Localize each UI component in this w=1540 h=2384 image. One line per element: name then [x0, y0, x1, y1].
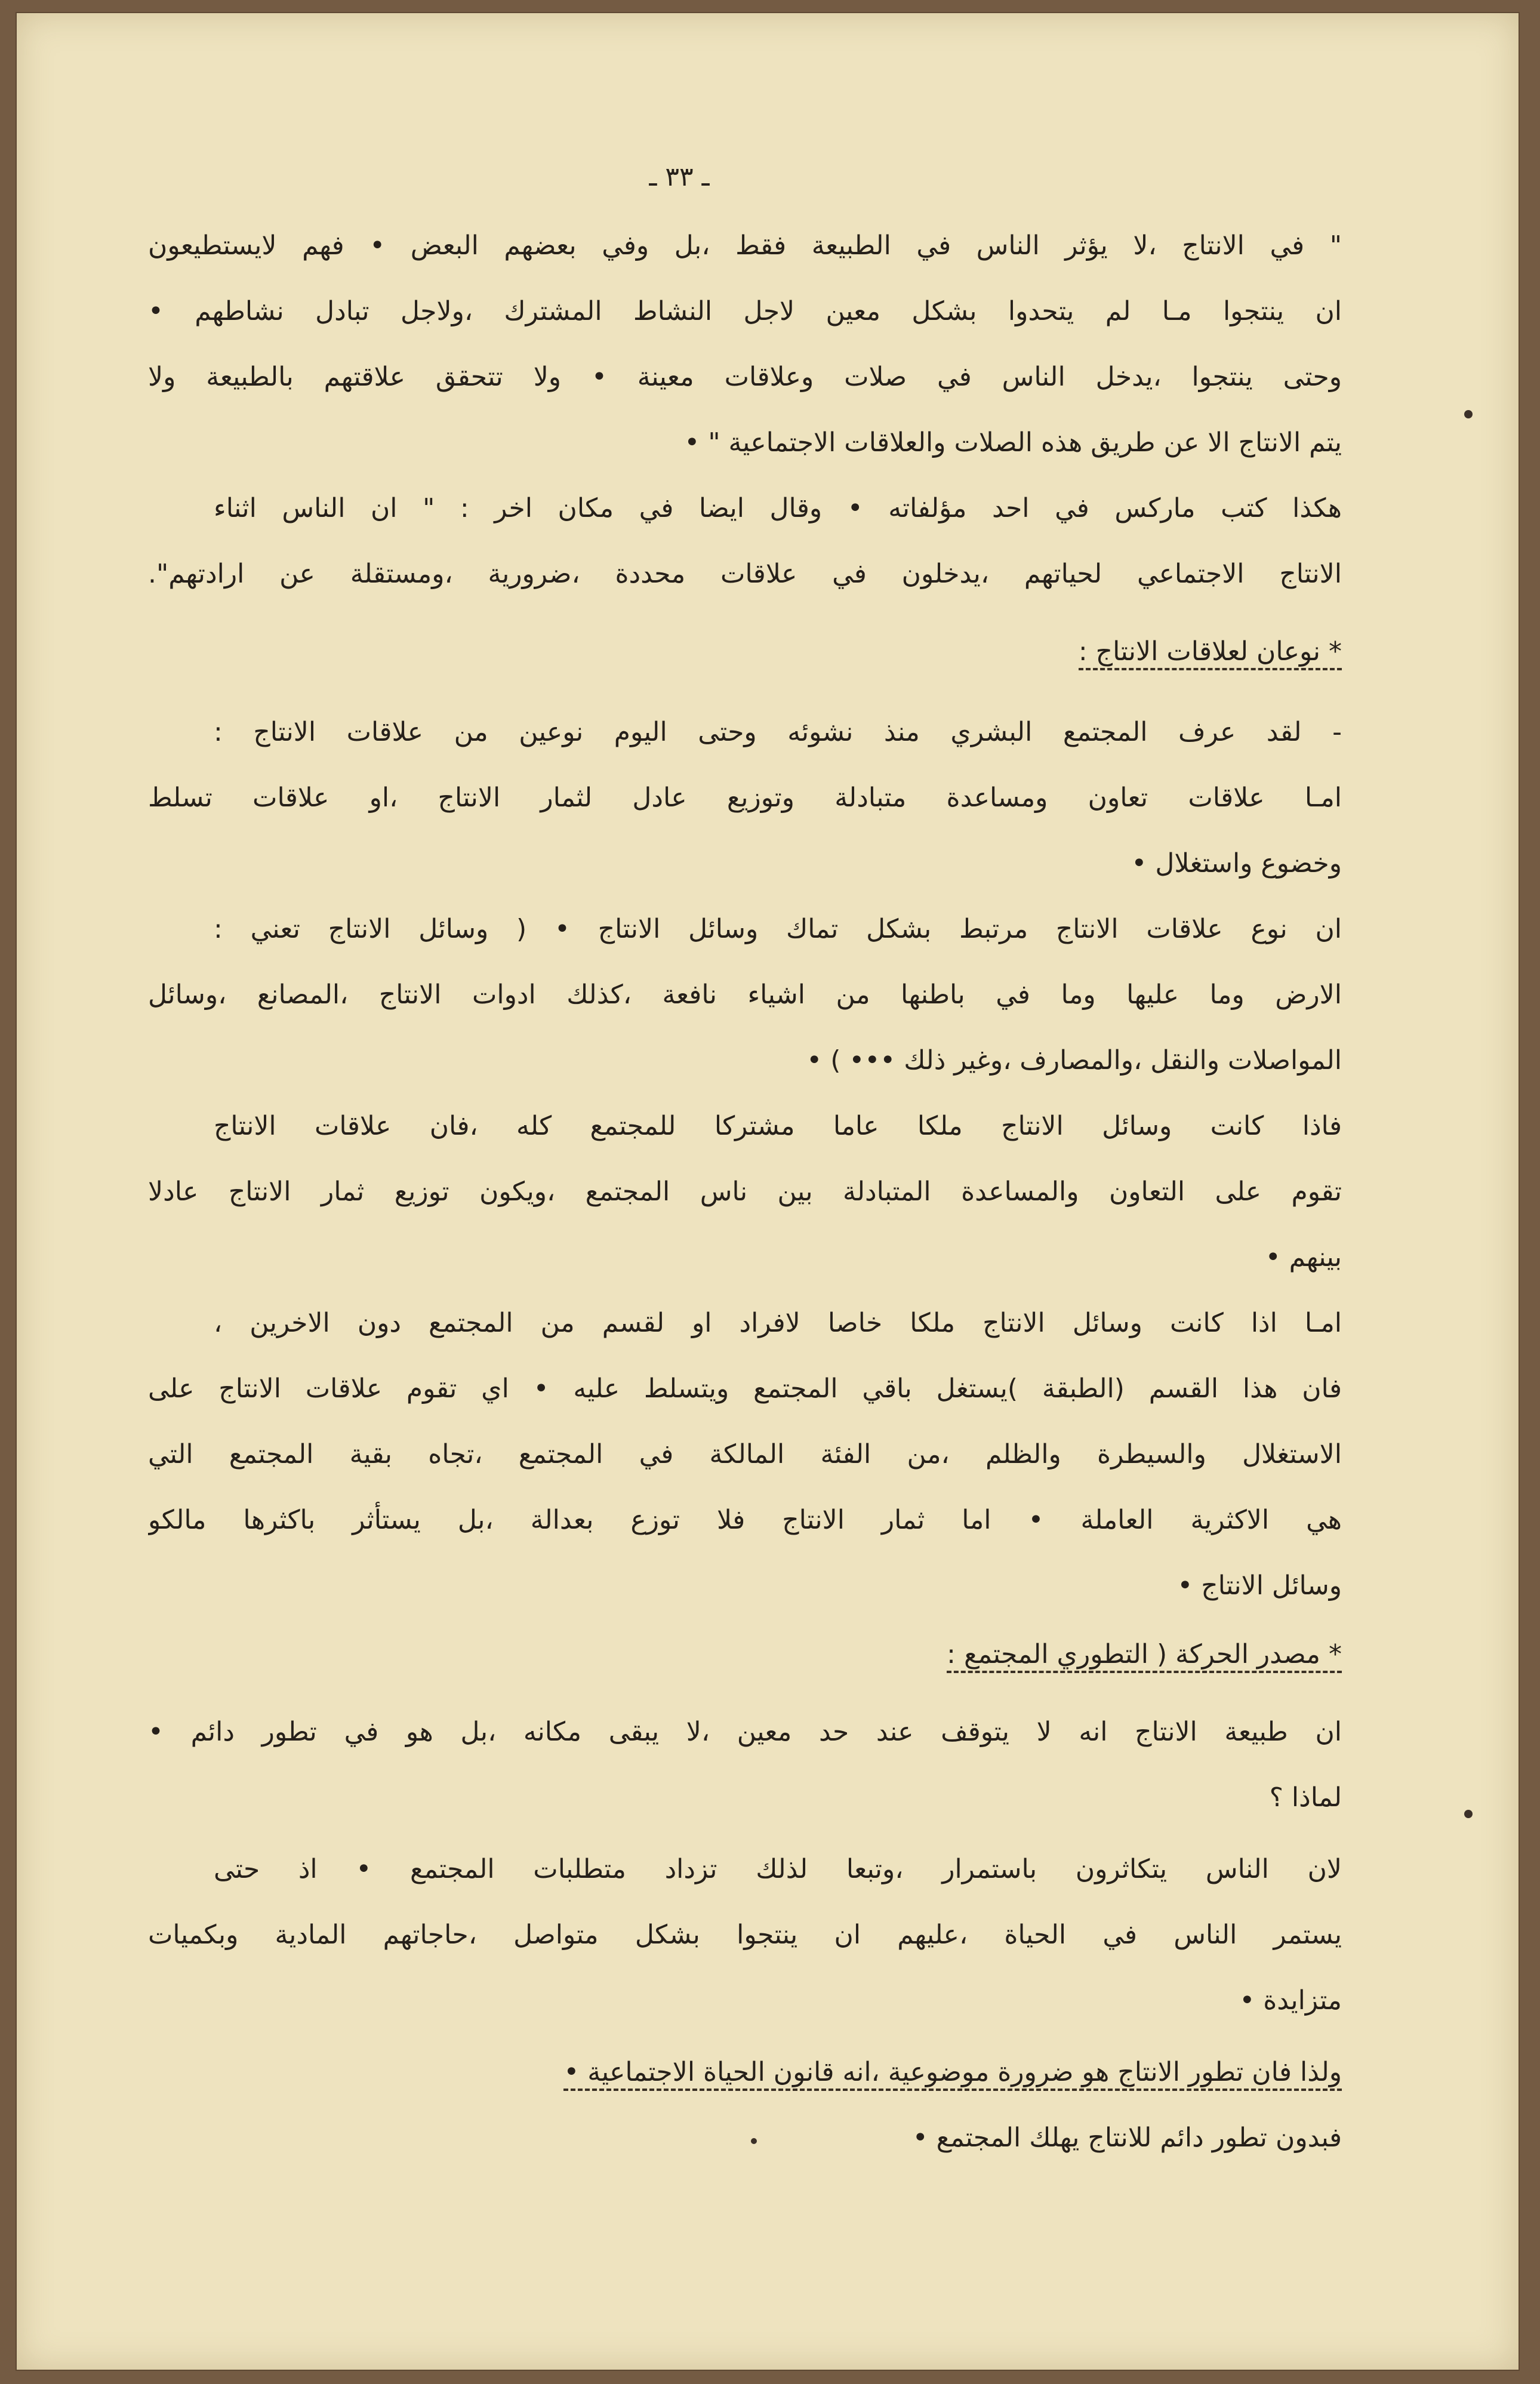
section-heading: [214, 628, 1342, 676]
line-text: امـا علاقات تعاون ومساعدة متبادلة وتوزيع عادل لثمار الانتاج ،او علاقات تسلط: [148, 783, 1342, 813]
text-line: [214, 709, 1342, 756]
line-text: لان الناس يتكاثرون باستمرار ،وتبعا لذلك تزداد متطلبات المجتمع • اذ حتى: [214, 1854, 1342, 1884]
line-text: الارض وما عليها وما في باطنها من اشياء نافعة ،كذلك ادوات الانتاج ،المصانع ،وسائل: [148, 980, 1342, 1010]
line-text: لماذا ؟: [1269, 1782, 1342, 1813]
text-line: [148, 1365, 1342, 1413]
text-line: [148, 774, 1342, 822]
line-text: وخضوع واستغلال •: [1131, 848, 1342, 879]
paper-speck: [751, 2138, 757, 2144]
line-text: امـا اذا كانت وسائل الانتاج ملكا خاصا لافراد او لقسم من المجتمع دون الاخرين ،: [214, 1308, 1342, 1338]
paper-speck: [1464, 1810, 1473, 1818]
text-line: [148, 1431, 1342, 1479]
heading-text: * نوعان لعلاقات الانتاج :: [1079, 636, 1342, 670]
document-page: [17, 13, 1519, 2370]
line-text: فبدون تطور دائم للانتاج يهلك المجتمع •: [912, 2123, 1342, 2153]
line-text: الانتاج الاجتماعي لحياتهم ،يدخلون في علاقات محددة ،ضرورية ،ومستقلة عن ارادتهم".: [148, 559, 1342, 589]
text-line: [148, 2114, 1342, 2162]
line-text: " في الانتاج ،لا يؤثر الناس في الطبيعة فقط ،بل وفي بعضهم البعض • فهم لايستطيعون: [148, 230, 1342, 261]
line-text: هي الاكثرية العاملة • اما ثمار الانتاج فلا توزع بعدالة ،بل يستأثر باكثرها مالكو: [148, 1505, 1342, 1535]
text-line: [148, 1708, 1342, 1756]
text-line: [148, 1562, 1342, 1610]
line-text: تقوم على التعاون والمساعدة المتبادلة بين ناس المجتمع ،ويكون توزيع ثمار الانتاج عادلا: [148, 1176, 1342, 1207]
line-text: بينهم •: [1265, 1242, 1342, 1273]
line-text: ولذا فان تطور الانتاج هو ضرورة موضوعية ،انه قانون الحياة الاجتماعية •: [563, 2057, 1342, 2091]
text-line: [148, 419, 1342, 467]
line-text: ان نوع علاقات الانتاج مرتبط بشكل تماك وسائل الانتاج • ( وسائل الانتاج تعني :: [214, 914, 1342, 944]
text-line: [214, 905, 1342, 953]
section-heading: [214, 1631, 1342, 1678]
paper-speck: [1464, 410, 1473, 418]
line-text: هكذا كتب ماركس في احد مؤلفاته • وقال ايضا في مكان اخر : " ان الناس اثناء: [214, 493, 1342, 523]
text-line: [148, 1037, 1342, 1085]
text-line: [148, 222, 1342, 270]
line-text: الاستغلال والسيطرة والظلم ،من الفئة المالكة في المجتمع ،تجاه بقية المجتمع التي: [148, 1439, 1342, 1470]
text-line: [148, 971, 1342, 1019]
text-line: [148, 1774, 1342, 1822]
line-text: يستمر الناس في الحياة ،عليهم ان ينتجوا بشكل متواصل ،حاجاتهم المادية وبكميات: [148, 1920, 1342, 1950]
text-line: [148, 353, 1342, 401]
text-line: [148, 1168, 1342, 1216]
text-line: [214, 1299, 1342, 1347]
line-text: - لقد عرف المجتمع البشري منذ نشوئه وحتى اليوم نوعين من علاقات الانتاج :: [214, 717, 1342, 747]
text-line: [148, 1911, 1342, 1959]
line-text: وسائل الانتاج •: [1177, 1570, 1342, 1601]
text-line: [148, 288, 1342, 335]
line-text: ان ينتجوا مـا لم يتحدوا بشكل معين لاجل النشاط المشترك ،ولاجل تبادل نشاطهم •: [148, 296, 1342, 327]
line-text: ان طبيعة الانتاج انه لا يتوقف عند حد معين ،لا يبقى مكانه ،بل هو في تطور دائم •: [148, 1717, 1342, 1747]
heading-text: * مصدر الحركة ( التطوري المجتمع :: [947, 1639, 1342, 1673]
page-number: ـ ٣٣ ـ: [649, 162, 710, 192]
line-text: فاذا كانت وسائل الانتاج ملكا عاما مشتركا للمجتمع كله ،فان علاقات الانتاج: [214, 1111, 1342, 1141]
line-text: وحتى ينتجوا ،يدخل الناس في صلات وعلاقات معينة • ولا تتحقق علاقتهم بالطبيعة ولا: [148, 362, 1342, 392]
text-line: [214, 485, 1342, 532]
text-line: [214, 1846, 1342, 1893]
text-line: [148, 1234, 1342, 1282]
text-line: [148, 1496, 1342, 1544]
line-text: فان هذا القسم (الطبقة )يستغل باقي المجتمع ويتسلط عليه • اي تقوم علاقات الانتاج على: [148, 1373, 1342, 1404]
text-line: [214, 1102, 1342, 1150]
line-text: يتم الانتاج الا عن طريق هذه الصلات والعلاقات الاجتماعية " •: [684, 427, 1342, 458]
body-text: [148, 13, 1342, 2370]
text-line: [148, 840, 1342, 888]
text-line: [214, 2049, 1342, 2096]
line-text: متزايدة •: [1239, 1985, 1342, 2016]
text-line: [148, 550, 1342, 598]
line-text: المواصلات والنقل ،والمصارف ،وغير ذلك ••• ) •: [806, 1045, 1342, 1076]
text-line: [148, 1977, 1342, 2025]
